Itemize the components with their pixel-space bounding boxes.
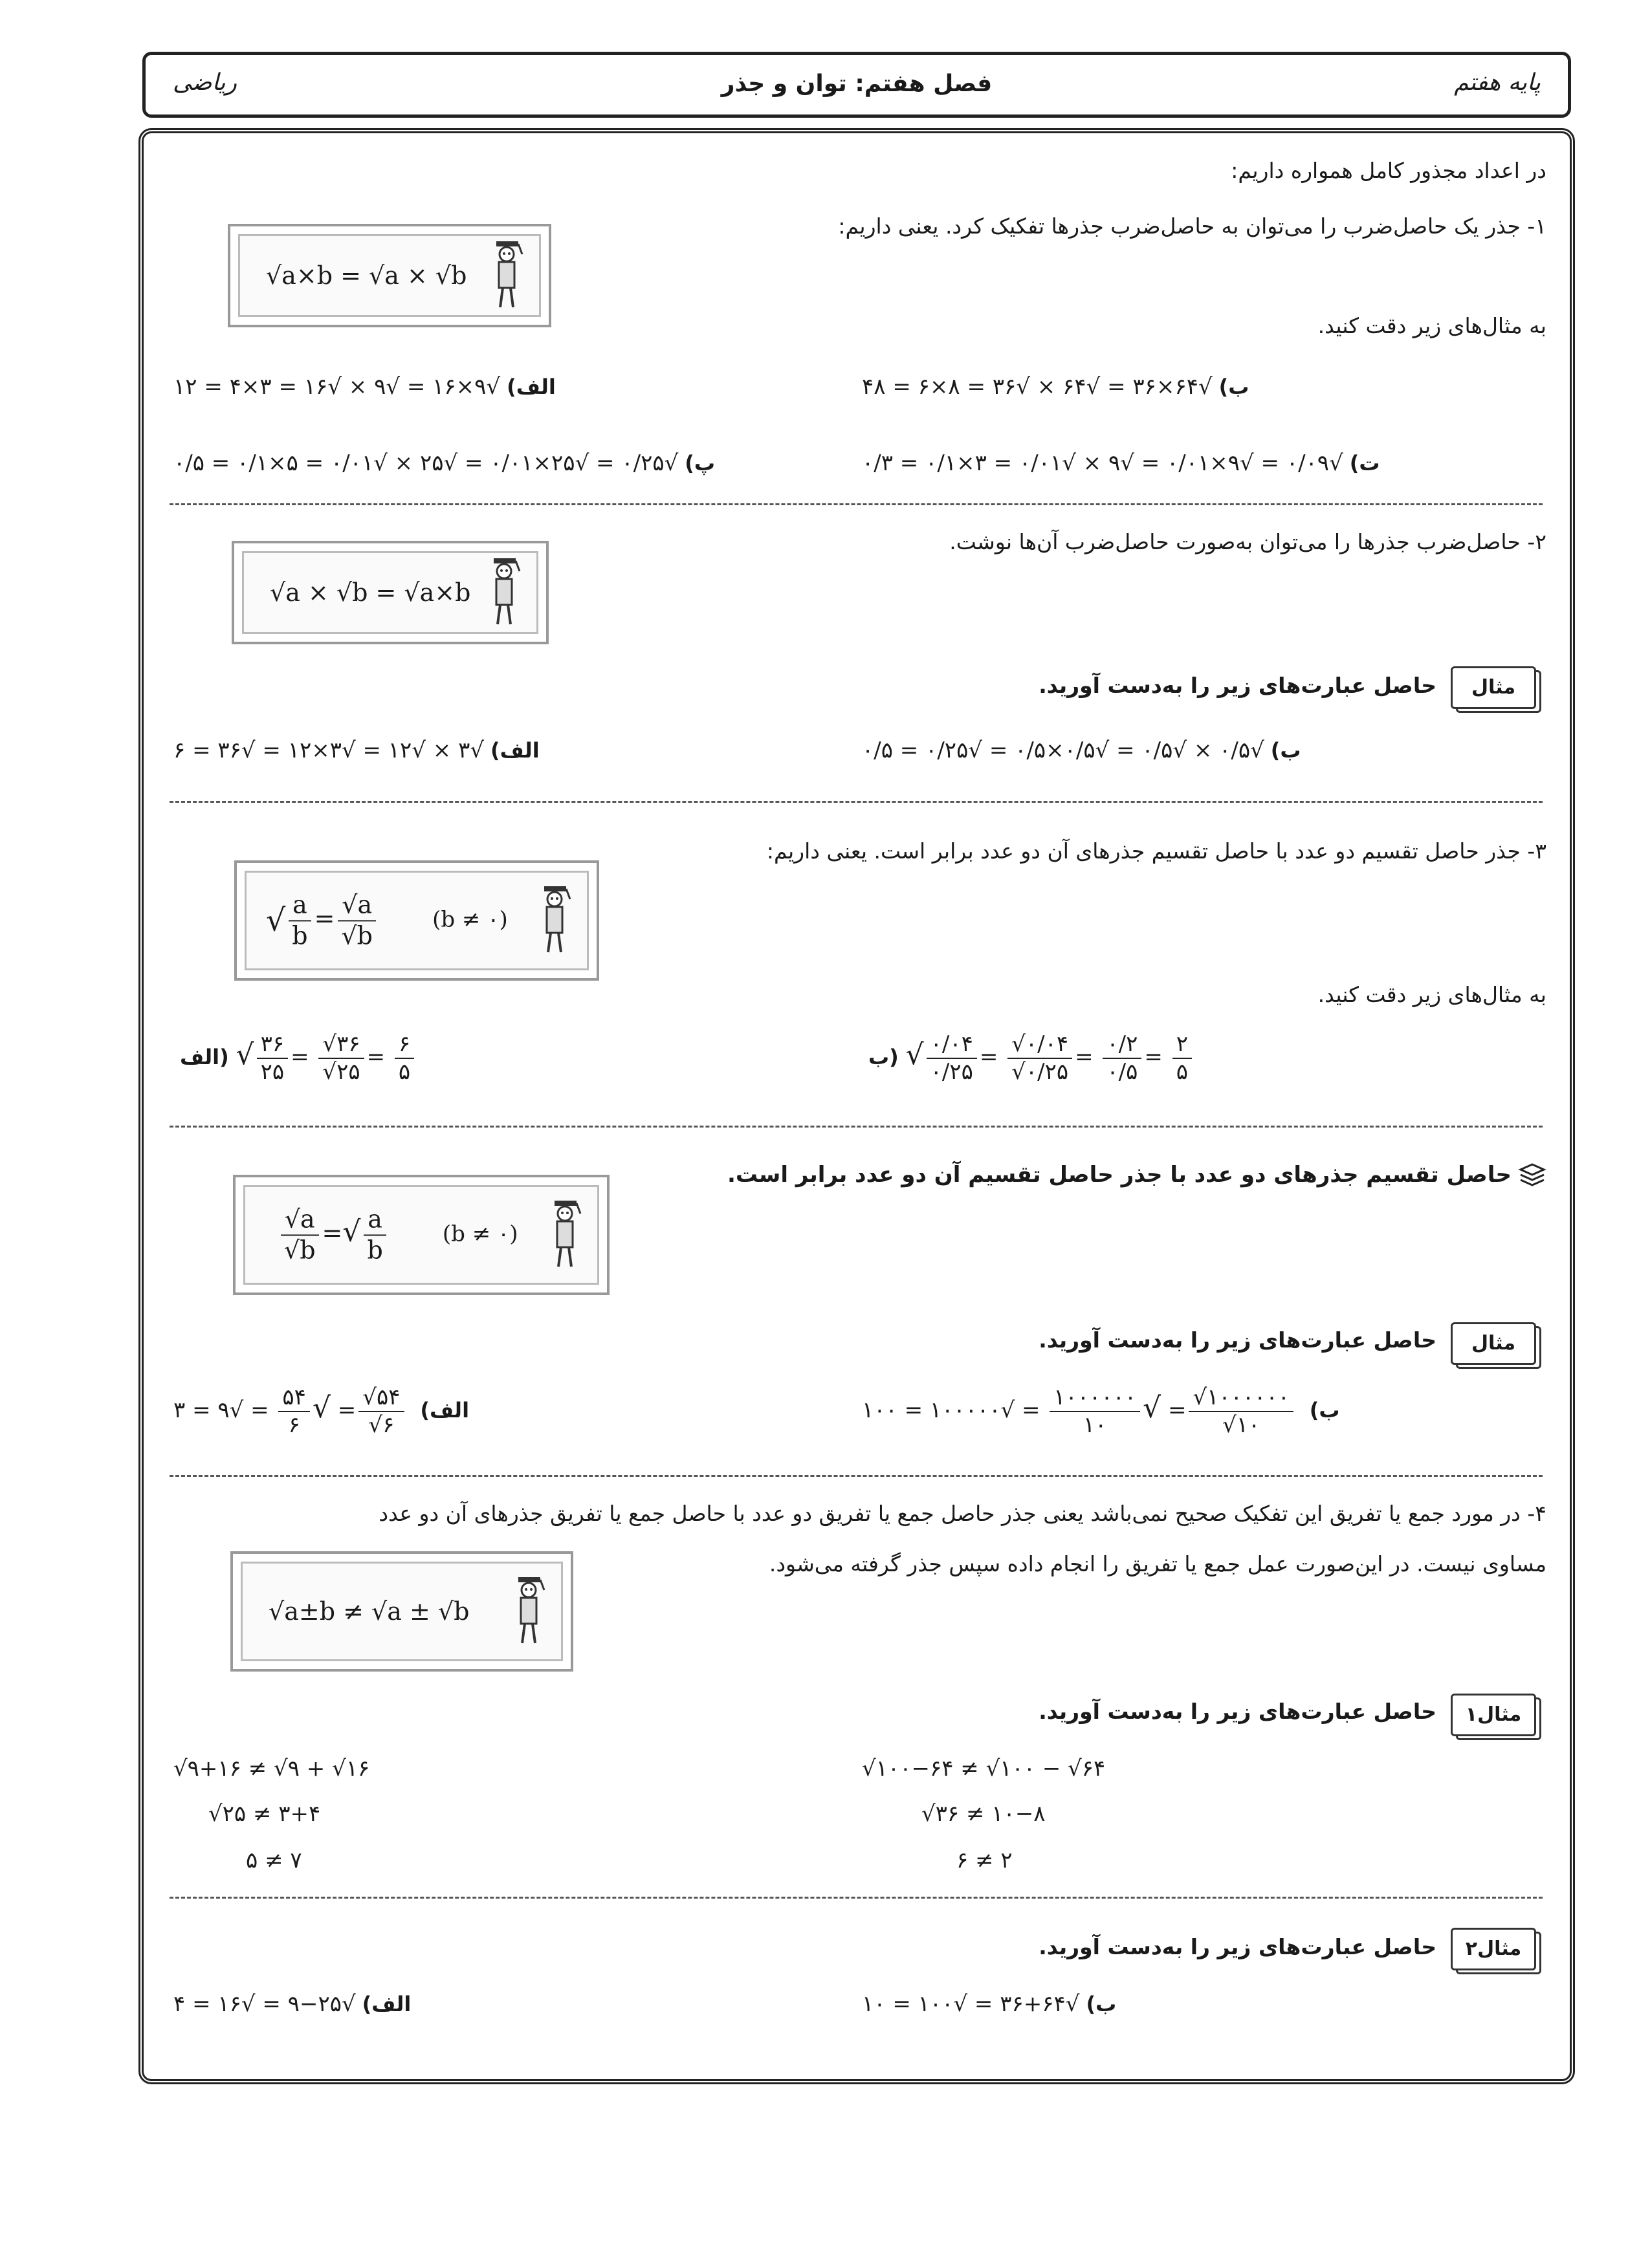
example-tag: مثال bbox=[1451, 1322, 1536, 1365]
formula-box-1 bbox=[228, 224, 551, 327]
formula-box-5 bbox=[230, 1551, 573, 1672]
example-left-line-2: √۲۵ ≠ ۳+۴ bbox=[208, 1801, 321, 1827]
example-be-4: ب) $\frac{√۱۰۰۰۰۰۰}{√۱۰}$ = √ $\frac{۱۰۰۰۰۰۰}{۱۰}$ = √۱۰۰۰۰۰ = ۱۰۰ bbox=[862, 1384, 1340, 1438]
example-1-title: حاصل عبارت‌های زیر را به‌دست آورید. bbox=[1039, 1699, 1436, 1724]
example-alef-2: الف)√۳ × √۱۲ = √۳×۱۲ = √۳۶ = ۶ bbox=[173, 737, 540, 763]
formula-box-2 bbox=[232, 541, 549, 644]
scholar-figure-icon bbox=[536, 885, 573, 956]
formula-4: $\frac{√a}{√b}$ =√ $\frac{a}{b}$ (b ≠ ۰) bbox=[278, 1205, 518, 1265]
subject-label: ریاضی bbox=[173, 69, 237, 96]
example-right-line-2: √۳۶ ≠ ۱۰−۸ bbox=[921, 1801, 1046, 1827]
divider bbox=[170, 503, 1543, 505]
scholar-figure-icon bbox=[489, 240, 525, 311]
example-be-2: ب)√۰/۵ × √۰/۵ = √۰/۵×۰/۵ = √۰/۲۵ = ۰/۵ bbox=[862, 737, 1301, 763]
scholar-figure-icon bbox=[547, 1199, 583, 1270]
formula-5: √a±b ≠ √a ± √b bbox=[269, 1597, 470, 1626]
divider bbox=[170, 1897, 1543, 1899]
scholar-figure-icon bbox=[486, 557, 522, 628]
example-alef-1: الف)√۹×۱۶ = √۹ × √۱۶ = ۳×۴ = ۱۲ bbox=[173, 374, 556, 400]
chapter-title: فصل هفتم: توان و جذر bbox=[721, 71, 993, 97]
example-alef-4: الف) $\frac{√۵۴}{√۶}$ = √ $\frac{۵۴}{۶}$ = √۹ = ۳ bbox=[173, 1384, 470, 1438]
note-text: حاصل تقسیم جذرهای دو عدد با جذر حاصل تقسیم آن دو عدد برابر است. bbox=[727, 1162, 1512, 1188]
example-pe-1: پ)√۰/۲۵ = √۲۵×۰/۰۱ = √۲۵ × √۰/۰۱ = ۵×۰/۱ = ۰/۵ bbox=[173, 450, 716, 476]
example-left-line-1: √۹+۱۶ ≠ √۹ + √۱۶ bbox=[173, 1756, 370, 1782]
look-at-examples-1: به مثال‌های زیر دقت کنید. bbox=[1317, 313, 1546, 338]
example-2-tag: مثال۲ bbox=[1451, 1928, 1536, 1970]
divider bbox=[170, 1475, 1543, 1477]
formula-2: √a × √b = √a×b bbox=[270, 578, 471, 607]
book-icon bbox=[1518, 1162, 1546, 1188]
example-title: حاصل عبارت‌های زیر را به‌دست آورید. bbox=[1039, 673, 1436, 698]
page-header bbox=[142, 52, 1571, 118]
example-alef-3: الف) √ $\frac{۳۶}{۲۵}$ = $\frac{√۳۶}{√۲۵}$ = $\frac{۶}{۵}$ bbox=[173, 1031, 417, 1085]
formula-box-4 bbox=[233, 1175, 610, 1295]
scholar-figure-icon bbox=[511, 1576, 547, 1647]
example-be-1: ب)√۶۴×۳۶ = √۶۴ × √۳۶ = ۸×۶ = ۴۸ bbox=[862, 374, 1249, 400]
content-frame bbox=[138, 128, 1575, 2084]
example-title: حاصل عبارت‌های زیر را به‌دست آورید. bbox=[1039, 1327, 1436, 1353]
rule-4-line-1: ۴- در مورد جمع یا تفریق این تفکیک صحیح نمی‌باشد یعنی جذر حاصل جمع یا تفریق دو عدد با حاصل جمع یا تفریق جذرهای آن دو عدد bbox=[379, 1501, 1546, 1526]
rule-4-line-2: مساوی نیست. در این‌صورت عمل جمع یا تفریق را انجام داده سپس جذر گرفته می‌شود. bbox=[769, 1551, 1546, 1576]
intro-text: در اعداد مجذور کامل همواره داریم: bbox=[1231, 158, 1546, 183]
example-1-tag: مثال۱ bbox=[1451, 1694, 1536, 1736]
rule-2: ۲- حاصل‌ضرب جذرها را می‌توان به‌صورت حاصل‌ضرب آن‌ها نوشت. bbox=[949, 529, 1546, 554]
formula-3: √ $\frac{a}{b}$ = $\frac{√a}{√b}$ (b ≠ ۰) bbox=[266, 890, 508, 950]
divider bbox=[170, 1126, 1543, 1128]
look-at-examples-3: به مثال‌های زیر دقت کنید. bbox=[1317, 982, 1546, 1007]
example-2-title: حاصل عبارت‌های زیر را به‌دست آورید. bbox=[1039, 1934, 1436, 1959]
example-tag: مثال bbox=[1451, 666, 1536, 709]
example-be-3: ب) √ $\frac{۰/۰۴}{۰/۲۵}$ = $\frac{√۰/۰۴}{√۰/۲۵}$ = $\frac{۰/۲}{۰/۵}$ = $\frac{۲}{۵}$ bbox=[862, 1031, 1194, 1085]
formula-box-3 bbox=[234, 860, 599, 981]
formula-1: √a×b = √a × √b bbox=[266, 261, 467, 290]
example-alef-5: الف)√۲۵−۹ = √۱۶ = ۴ bbox=[173, 1991, 412, 2017]
grade-label: پایه هفتم bbox=[1454, 69, 1541, 96]
example-left-line-3: ۵ ≠ ۷ bbox=[246, 1848, 302, 1873]
rule-3: ۳- جذر حاصل تقسیم دو عدد با حاصل تقسیم جذرهای آن دو عدد برابر است. یعنی داریم: bbox=[766, 838, 1546, 864]
example-te-1: ت)√۰/۰۹ = √۹×۰/۰۱ = √۹ × √۰/۰۱ = ۳×۰/۱ = ۰/۳ bbox=[862, 450, 1380, 476]
example-be-5: ب)√۶۴+۳۶ = √۱۰۰ = ۱۰ bbox=[862, 1991, 1117, 2017]
example-right-line-3: ۶ ≠ ۲ bbox=[956, 1848, 1013, 1873]
divider bbox=[170, 801, 1543, 803]
example-right-line-1: √۱۰۰−۶۴ ≠ √۱۰۰ − √۶۴ bbox=[862, 1756, 1106, 1782]
rule-1: ۱- جذر یک حاصل‌ضرب را می‌توان به حاصل‌ضرب جذرها تفکیک کرد. یعنی داریم: bbox=[838, 213, 1546, 239]
